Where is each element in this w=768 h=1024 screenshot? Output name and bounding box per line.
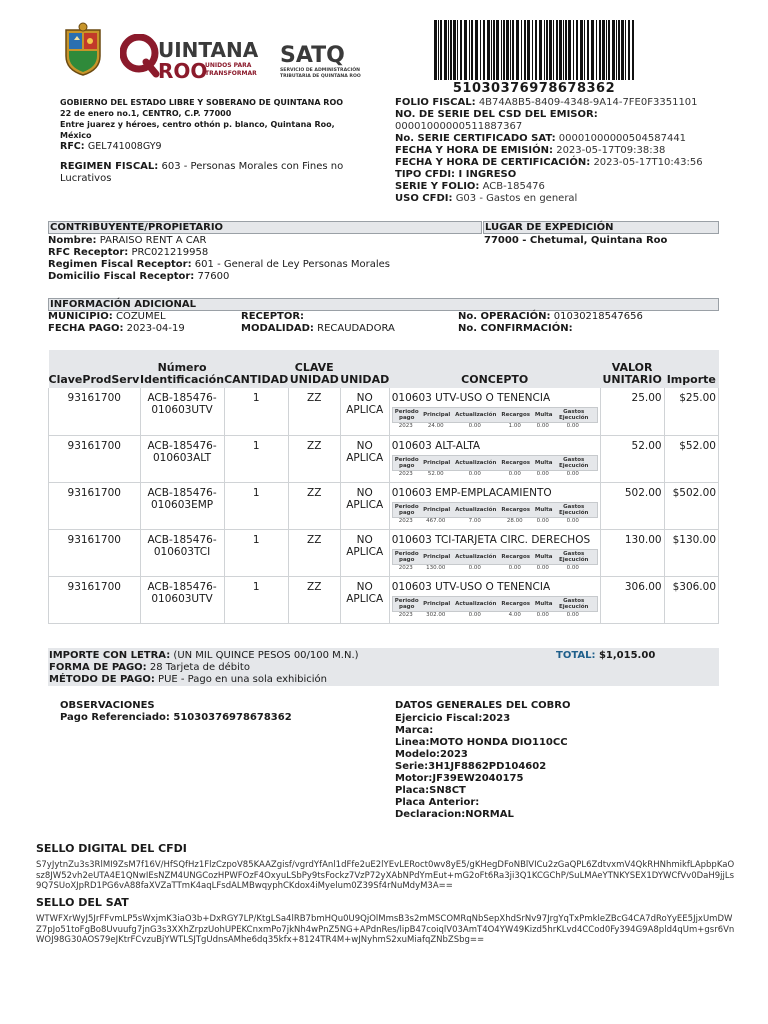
cell-numero: ACB-185476- 010603UTV xyxy=(140,576,224,623)
info-col-2: RECEPTOR: MODALIDAD: RECAUDADORA xyxy=(241,311,395,334)
col-clave: ClaveProdServ xyxy=(49,350,141,388)
sello-sat-title: SELLO DEL SAT xyxy=(36,896,129,909)
svg-text:SATQ: SATQ xyxy=(280,43,345,68)
detalle-table xyxy=(392,455,598,478)
barcode-bar xyxy=(496,20,499,80)
info-header: INFORMACIÓN ADICIONAL xyxy=(48,298,719,311)
cell-unidad: NO APLICA xyxy=(340,529,389,576)
barcode-bar xyxy=(580,20,583,80)
barcode-bar xyxy=(539,20,542,80)
barcode-bar xyxy=(457,20,458,80)
cell-clave-unidad: ZZ xyxy=(288,576,340,623)
sello-sat-text: WTWFXrWyJ5JrFFvmLP5sWxjmK3iaO3b+DxRGY7LP/KtgLSa4lRB7bmHQu0U9QjOlMmsB3s2mMSCOMRqNbSepXhdSrNv97JrgYqTxPmkleZBcG4CA7dRoYyEE5JjxUmDWZ7pJo51toFgBo8Uvuufg7jnG3s3XXhZrpzUohUPEKCnxmPo7jkNh4wPnZ5NG+APdnRes/lipB47coiqlV03AmT4O4YW49Kizd5hrKLvd4CCod0Fy394G9A8pld4qUm+gsr6VnWOJ98G30AOS79eJKtrFCvzuBjYWTLSJTgUdnsAMhe6dq35kfx+8124TR4M+wJNyhmS2xuMiafqZNbZSbg== xyxy=(36,914,735,945)
cell-unidad: NO APLICA xyxy=(340,388,389,435)
barcode-bar xyxy=(493,20,495,80)
barcode-bar xyxy=(584,20,585,80)
detalle-values: 2023 24.00 0.00 1.00 0.00 0.00 xyxy=(398,423,579,429)
barcode-bar xyxy=(501,20,502,80)
cert-sat: No. SERIE CERTIFICADO SAT: 00001000000504587441 xyxy=(395,133,687,144)
svg-text:TRIBUTARIA DE QUINTANA ROO: TRIBUTARIA DE QUINTANA ROO xyxy=(280,74,361,79)
cobro-line: Placa:SN8CT xyxy=(395,785,466,796)
contribuyente-info xyxy=(48,235,488,283)
satq-logo xyxy=(280,40,390,80)
col-unidad: UNIDAD xyxy=(340,350,389,388)
cell-unidad: NO APLICA xyxy=(340,482,389,529)
detalle-values: 2023 52.00 0.00 0.00 0.00 0.00 xyxy=(398,470,579,477)
cell-numero: ACB-185476- 010603EMP xyxy=(140,482,224,529)
cell-concepto: 010603 EMP-EMPLACAMIENTO Periodo pago Principal Actualización Recargos Multa Gastos Ejecución 2023 467.00 7.00 28.00 0.00 0.00 xyxy=(389,482,600,529)
datos-cobro xyxy=(395,700,570,821)
emisor-name: GOBIERNO DEL ESTADO LIBRE Y SOBERANO DE QUINTANA ROO xyxy=(60,98,344,107)
barcode-bar xyxy=(565,20,567,80)
barcode-bar xyxy=(563,20,564,80)
detalle-values: 2023 302.00 0.00 4.00 0.00 0.00 xyxy=(398,611,579,618)
serie-folio: SERIE Y FOLIO: ACB-185476 xyxy=(395,181,545,192)
barcode-bar xyxy=(625,20,626,80)
barcode-bar xyxy=(527,20,530,80)
barcode-bar xyxy=(471,20,473,80)
uso-cfdi: USO CFDI: G03 - Gastos en general xyxy=(395,193,578,204)
cell-numero: ACB-185476- 010603ALT xyxy=(140,435,224,482)
rfc-receptor: RFC Receptor: PRC021219958 xyxy=(48,247,209,258)
col-cantidad: CANTIDAD xyxy=(224,350,288,388)
emisor-info xyxy=(60,97,360,152)
barcode-bar xyxy=(453,20,456,80)
emisor-rfc: RFC: GEL741008GY9 xyxy=(60,141,162,152)
csd-emisor-label: NO. DE SERIE DEL CSD DEL EMISOR: xyxy=(395,109,598,120)
barcode-bar xyxy=(480,20,481,80)
barcode-bar xyxy=(487,20,490,80)
cell-valor: 52.00 xyxy=(600,435,664,482)
cell-clave-unidad: ZZ xyxy=(288,435,340,482)
cell-numero: ACB-185476- 010603TCI xyxy=(140,529,224,576)
barcode-bar xyxy=(616,20,617,80)
cobro-line: Linea:MOTO HONDA DIO110CC xyxy=(395,737,568,748)
barcode-bar xyxy=(544,20,545,80)
cell-concepto: 010603 UTV-USO O TENENCIA Periodo pago Principal Actualización Recargos Multa Gastos Ejecución 2023 24.00 0.00 1.00 0.00 0.00 xyxy=(389,388,600,435)
cell-clave-unidad: ZZ xyxy=(288,388,340,435)
fecha-certificacion: FECHA Y HORA DE CERTIFICACIÓN: 2023-05-17T10:43:56 xyxy=(395,157,703,168)
metodo-pago: MÉTODO DE PAGO: PUE - Pago en una sola exhibición xyxy=(49,674,327,685)
barcode-bar xyxy=(553,20,554,80)
cobro-line: Motor:JF39EW2040175 xyxy=(395,773,524,784)
importe-letra: IMPORTE CON LETRA: (UN MIL QUINCE PESOS 00/100 M.N.) xyxy=(49,650,359,661)
svg-text:TRANSFORMAR: TRANSFORMAR xyxy=(205,70,257,77)
barcode-bar xyxy=(483,20,485,80)
barcode-bar xyxy=(602,20,605,80)
observaciones-title: OBSERVACIONES xyxy=(60,700,155,711)
tipo-cfdi: TIPO CFDI: I INGRESO xyxy=(395,169,517,180)
barcode-bar xyxy=(556,20,558,80)
barcode-bar xyxy=(559,20,562,80)
barcode-bar xyxy=(621,20,624,80)
table-header-row xyxy=(49,350,719,388)
detalle-table xyxy=(392,502,598,525)
cobro-line: Serie:3H1JF8862PD104602 xyxy=(395,761,547,772)
forma-pago: FORMA DE PAGO: 28 Tarjeta de débito xyxy=(49,662,250,673)
cell-importe: $25.00 xyxy=(664,388,718,435)
svg-text:SERVICIO DE ADMINISTRACIÓN: SERVICIO DE ADMINISTRACIÓN xyxy=(280,68,360,73)
svg-text:ROO: ROO xyxy=(158,59,208,83)
barcode-bar xyxy=(612,20,615,80)
quintana-roo-logo xyxy=(120,34,270,84)
barcode-bar xyxy=(434,20,437,80)
barcode-bar xyxy=(438,20,439,80)
barcode-bar xyxy=(606,20,607,80)
lugar-header: LUGAR DE EXPEDICIÓN xyxy=(483,221,719,234)
cell-cantidad: 1 xyxy=(224,482,288,529)
pago-referenciado: Pago Referenciado: 51030376978678362 xyxy=(60,712,292,723)
barcode-bar xyxy=(632,20,634,80)
col-importe: Importe xyxy=(664,350,718,388)
cell-clave: 93161700 xyxy=(49,435,141,482)
cell-cantidad: 1 xyxy=(224,435,288,482)
nombre: Nombre: PARAISO RENT A CAR xyxy=(48,235,207,246)
barcode-bar xyxy=(596,20,597,80)
cell-cantidad: 1 xyxy=(224,576,288,623)
barcode-bar xyxy=(440,20,442,80)
barcode-bar xyxy=(628,20,630,80)
domicilio-receptor: Domicilio Fiscal Receptor: 77600 xyxy=(48,271,230,282)
barcode-bar xyxy=(524,20,526,80)
cell-valor: 25.00 xyxy=(600,388,664,435)
barcode-bar xyxy=(444,20,447,80)
barcode-bar xyxy=(469,20,470,80)
cell-cantidad: 1 xyxy=(224,529,288,576)
info-col-1: MUNICIPIO: COZUMEL FECHA PAGO: 2023-04-19 xyxy=(48,311,185,334)
regimen-receptor: Regimen Fiscal Receptor: 601 - General de Ley Personas Morales xyxy=(48,259,391,270)
barcode-bar xyxy=(512,20,514,80)
col-valor: VALOR UNITARIO xyxy=(600,350,664,388)
barcode-bar xyxy=(460,20,462,80)
cell-clave-unidad: ZZ xyxy=(288,482,340,529)
barcode-bar xyxy=(535,20,537,80)
col-numero: Número Identificación xyxy=(140,350,224,388)
cell-valor: 306.00 xyxy=(600,576,664,623)
barcode-bar xyxy=(464,20,467,80)
cell-numero: ACB-185476- 010603UTV xyxy=(140,388,224,435)
contribuyente-header: CONTRIBUYENTE/PROPIETARIO xyxy=(48,221,482,234)
barcode-bar xyxy=(546,20,548,80)
cobro-line: Placa Anterior: xyxy=(395,797,480,808)
cell-importe: $130.00 xyxy=(664,529,718,576)
cell-concepto: 010603 ALT-ALTA Periodo pago Principal Actualización Recargos Multa Gastos Ejecución 2023 52.00 0.00 0.00 0.00 0.00 xyxy=(389,435,600,482)
barcode-bar xyxy=(608,20,610,80)
barcode-bar xyxy=(591,20,594,80)
cell-clave: 93161700 xyxy=(49,388,141,435)
barcode-bar xyxy=(475,20,478,80)
fiscal-info xyxy=(395,97,725,205)
barcode-bar xyxy=(549,20,552,80)
barcode-bar xyxy=(506,20,509,80)
col-concepto: CONCEPTO xyxy=(389,350,600,388)
barcode xyxy=(432,20,636,80)
table-row xyxy=(49,576,719,623)
fecha-emision: FECHA Y HORA DE EMISIÓN: 2023-05-17T09:38:38 xyxy=(395,145,666,156)
cobro-line: Marca: xyxy=(395,725,434,736)
barcode-bar xyxy=(618,20,620,80)
sello-cfdi-title: SELLO DIGITAL DEL CFDI xyxy=(36,842,187,855)
conceptos-table xyxy=(48,350,719,624)
cell-concepto: 010603 UTV-USO O TENENCIA Periodo pago Principal Actualización Recargos Multa Gastos Ejecución 2023 302.00 0.00 4.00 0.00 0.00 xyxy=(389,576,600,623)
cell-valor: 502.00 xyxy=(600,482,664,529)
barcode-bar xyxy=(576,20,578,80)
cell-importe: $502.00 xyxy=(664,482,718,529)
table-row xyxy=(49,482,719,529)
barcode-bar xyxy=(532,20,533,80)
barcode-bar xyxy=(599,20,601,80)
emisor-regimen: REGIMEN FISCAL: 603 - Personas Morales con Fines no Lucrativos xyxy=(60,161,344,184)
cell-clave: 93161700 xyxy=(49,529,141,576)
barcode-bar xyxy=(450,20,452,80)
csd-emisor-value: 00001000000511887367 xyxy=(395,121,523,132)
detalle-header: Periodo pago Principal Actualización Recargos Multa Gastos Ejecución xyxy=(392,455,598,471)
detalle-table xyxy=(392,596,598,619)
cobro-title: DATOS GENERALES DEL COBRO xyxy=(395,700,571,711)
barcode-bar xyxy=(587,20,589,80)
barcode-number: 51030376978678362 xyxy=(452,81,616,96)
folio-fiscal: FOLIO FISCAL: 4B74A8B5-8409-4348-9A14-7FE0F3351101 xyxy=(395,97,698,108)
svg-text:UINTANA: UINTANA xyxy=(158,38,259,62)
cell-clave-unidad: ZZ xyxy=(288,529,340,576)
detalle-values: 2023 130.00 0.00 0.00 0.00 0.00 xyxy=(398,564,579,571)
table-row xyxy=(49,435,719,482)
cobro-line: Modelo:2023 xyxy=(395,749,468,760)
cell-unidad: NO APLICA xyxy=(340,576,389,623)
barcode-bar xyxy=(516,20,519,80)
cell-unidad: NO APLICA xyxy=(340,435,389,482)
barcode-bar xyxy=(491,20,492,80)
observaciones xyxy=(60,700,292,724)
detalle-header: Periodo pago Principal Actualización Recargos Multa Gastos Ejecución xyxy=(392,549,598,565)
cell-concepto: 010603 TCI-TARJETA CIRC. DERECHOS Periodo pago Principal Actualización Recargos Multa Gastos Ejecución 2023 130.00 0.00 0.00 0.00 0.00 xyxy=(389,529,600,576)
lugar-value: 77000 - Chetumal, Quintana Roo xyxy=(484,235,668,246)
quintana-roo-shield-icon xyxy=(62,22,104,76)
detalle-table xyxy=(392,549,598,572)
detalle-values: 2023 467.00 7.00 28.00 0.00 0.00 xyxy=(398,517,579,524)
total: TOTAL: $1,015.00 xyxy=(556,650,656,661)
col-clave-unidad: CLAVE UNIDAD xyxy=(288,350,340,388)
emisor-address-2: Entre juarez y héroes, centro othón p. blanco, Quintana Roo, México xyxy=(60,120,335,140)
cell-clave: 93161700 xyxy=(49,482,141,529)
barcode-bar xyxy=(568,20,571,80)
sello-cfdi-text: S7yJytnZu3s3RlMI9ZsM7f16V/HfSQfHz1FlzCzpoV85KAAZgisf/vgrdYfAnl1dFfe2uE2lYEvLERoct0wv8yE5/gKHegDFoNBlVICu2zGaQPL6ZdtvxmV4QkRHNhmikfLApbpKaOsz8JW52vh2eUTA4E1QNwIEsNZM4UNGCozHPWFOzF4OxyuLSbPy9tsFockz7VzP72yXAbNPdYmEut+mG2oFt6Ra3ji3Q1KCGChP/SuLMAeYTNKYSEX1DYWCfVv0DaH9jjLs9Q7SUoXJpRD1PG6vA88faXVZaTTmK4aqLFsdALMBwqyphCKdox4iMyelum0Z39Sf4rNuMdyM3A== xyxy=(36,860,735,891)
cell-importe: $52.00 xyxy=(664,435,718,482)
cobro-line: Ejercicio Fiscal:2023 xyxy=(395,713,511,724)
detalle-header: Periodo pago Principal Actualización Recargos Multa Gastos Ejecución xyxy=(392,407,598,423)
cell-valor: 130.00 xyxy=(600,529,664,576)
detalle-header: Periodo pago Principal Actualización Recargos Multa Gastos Ejecución xyxy=(392,502,598,518)
barcode-bar xyxy=(521,20,522,80)
barcode-bar xyxy=(573,20,574,80)
barcode-bar xyxy=(503,20,505,80)
cell-clave: 93161700 xyxy=(49,576,141,623)
svg-text:UNIDOS PARA: UNIDOS PARA xyxy=(205,62,252,69)
detalle-table xyxy=(392,407,598,430)
cell-importe: $306.00 xyxy=(664,576,718,623)
emisor-address-1: 22 de enero no.1, CENTRO, C.P. 77000 xyxy=(60,109,232,118)
barcode-bar xyxy=(510,20,511,80)
table-row xyxy=(49,388,719,435)
table-row xyxy=(49,529,719,576)
cell-cantidad: 1 xyxy=(224,388,288,435)
detalle-header: Periodo pago Principal Actualización Recargos Multa Gastos Ejecución xyxy=(392,596,598,612)
cobro-line: Declaracion:NORMAL xyxy=(395,809,514,820)
info-col-3: No. OPERACIÓN: 01030218547656 No. CONFIRMACIÓN: xyxy=(458,311,643,334)
barcode-bar xyxy=(448,20,449,80)
